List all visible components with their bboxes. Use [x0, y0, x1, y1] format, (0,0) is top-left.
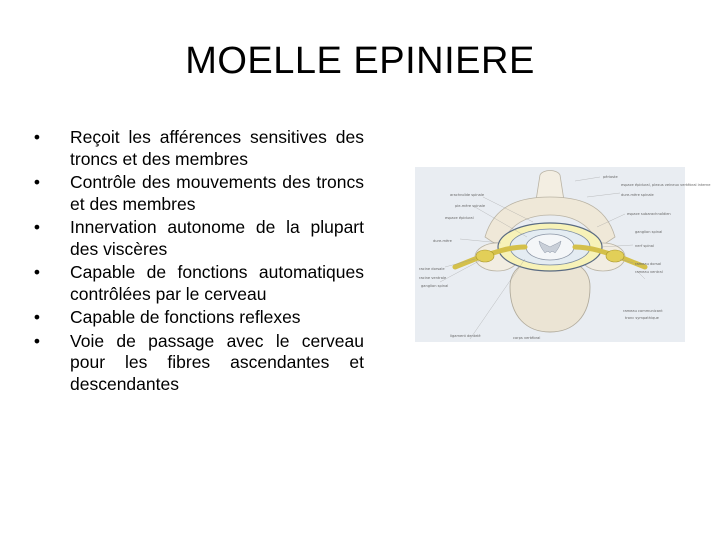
- label-sympathetic-trunk: tronc sympathique: [625, 316, 659, 320]
- bullet-text: Contrôle des mouvements des troncs et des membres: [70, 172, 364, 214]
- bullet-text: Innervation autonome de la plupart des viscères: [70, 217, 364, 259]
- vertebra-cross-section: [415, 167, 711, 342]
- slide-title: MOELLE EPINIERE: [185, 40, 535, 82]
- label-spinal-nerve: nerf spinal: [635, 244, 655, 248]
- label-ventral-ramus: rameau ventral: [635, 270, 663, 274]
- bullet-dot: •: [33, 330, 41, 351]
- bullet-item: [30, 307, 364, 329]
- label-vertebral-body: corps vertébral: [513, 336, 541, 340]
- label-dorsal-ramus: rameau dorsal: [635, 262, 662, 266]
- label-ganglion-left: ganglion spinal: [421, 284, 449, 288]
- label-epidural-left: espace épidural: [445, 216, 474, 220]
- label-arachnoid: arachnoïde spinale: [450, 193, 485, 197]
- bullet-dot: •: [33, 307, 41, 327]
- label-periosteum: périoste: [603, 175, 618, 179]
- bullet-dot: •: [33, 127, 41, 147]
- bullet-dot: •: [33, 262, 41, 282]
- bullet-text: Reçoit les afférences sensitives des troncs et des membres: [70, 127, 364, 169]
- label-ventral-root: racine ventrale: [419, 276, 447, 280]
- bullet-item: [30, 331, 364, 396]
- label-ligament: ligament dentelé: [450, 334, 481, 338]
- label-ganglion-right: ganglion spinal: [635, 230, 663, 234]
- bullet-item: [30, 262, 364, 305]
- spinal-cord-illustration: [415, 167, 711, 342]
- label-subarachnoid: espace subarachnoïdien: [627, 212, 671, 216]
- bullet-dot: •: [33, 217, 41, 237]
- bullet-dot: •: [33, 172, 41, 192]
- bullet-list: [30, 127, 364, 397]
- label-dorsal-root: racine dorsale: [419, 267, 445, 271]
- label-pia-mater: pie-mère spinale: [455, 204, 486, 208]
- bullet-text: Capable de fonctions automatiques contrôlées par le cerveau: [70, 262, 364, 304]
- label-dura-mater: dure-mère: [433, 239, 452, 243]
- bullet-text: Voie de passage avec le cerveau pour les fibres ascendantes et descendantes: [70, 330, 364, 394]
- label-communicating-ramus: rameau communicant: [623, 309, 663, 313]
- bullet-item: [30, 172, 364, 215]
- label-epidural-plexus: espace épidural, plexus veineux vertébral interne: [621, 183, 711, 187]
- bullet-item: [30, 127, 364, 170]
- label-dura-spinal: dure-mère spinale: [621, 193, 654, 197]
- bullet-item: [30, 217, 364, 260]
- bullet-text: Capable de fonctions reflexes: [70, 307, 301, 327]
